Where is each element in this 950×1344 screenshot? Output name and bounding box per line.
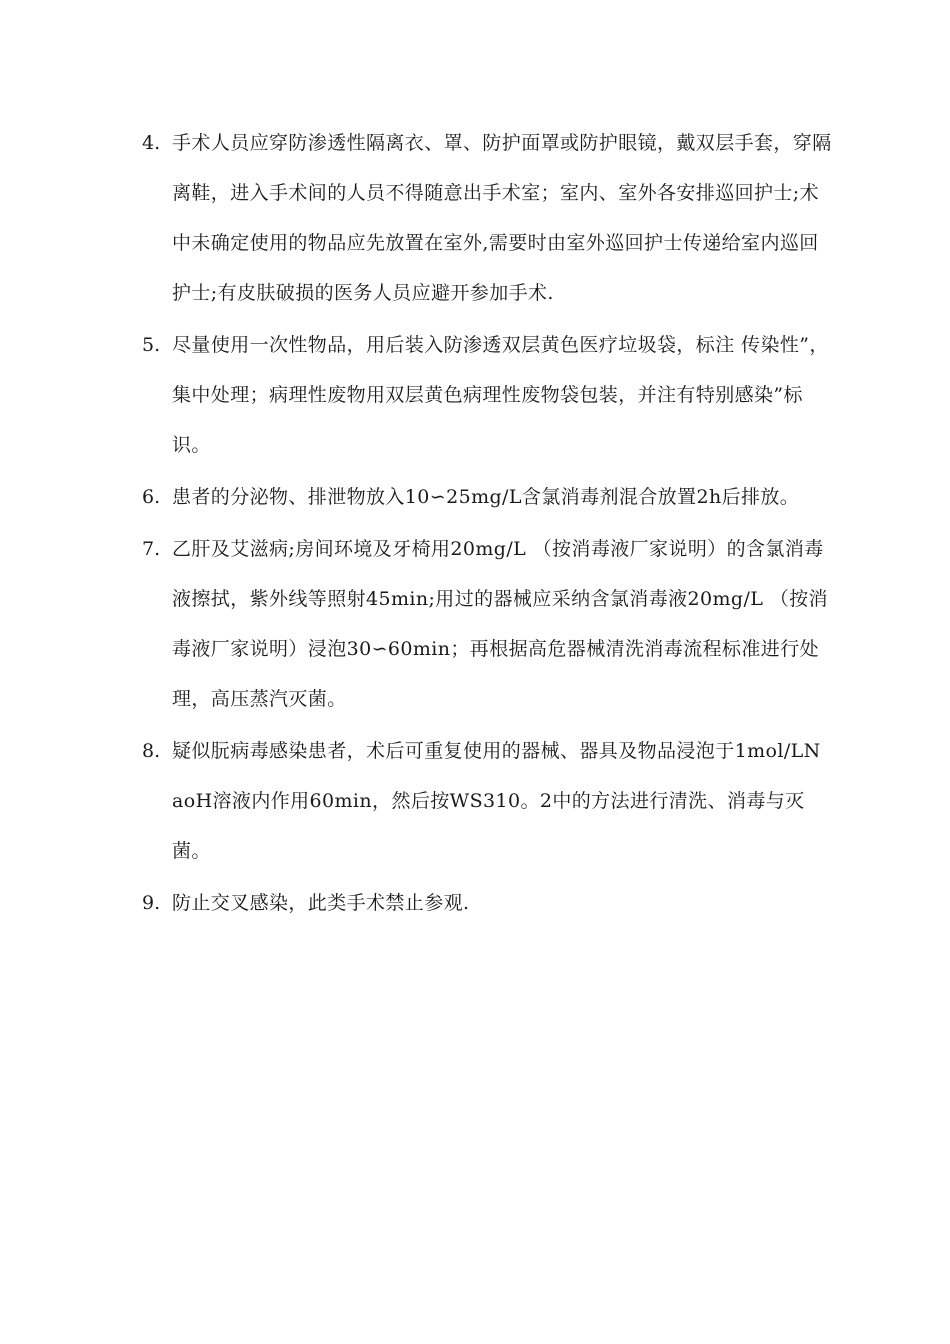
item-number: 8. [142,740,161,762]
list-item [142,524,832,724]
procedure-list [142,118,832,930]
item-text: 手术人员应穿防渗透性隔离衣、罩、防护面罩或防护眼镜，戴双层手套，穿隔离鞋，进入手术间的人员不得随意出手术室；室内、室外各安排巡回护士;术中未确定使用的物品应先放置在室外,需要时由室外巡回护士传递给室内巡回护士;有皮肤破损的医务人员应避开参加手术. [172,132,832,304]
item-number: 4. [142,132,161,154]
list-item [142,878,832,928]
item-text: 患者的分泌物、排泄物放入10∽25mg/L含氯消毒剂混合放置2h后排放。 [172,486,800,508]
item-number: 5. [142,334,161,356]
list-item [142,118,832,318]
item-number: 9. [142,892,161,914]
item-text: 疑似朊病毒感染患者，术后可重复使用的器械、器具及物品浸泡于1mol/LNaoH溶液内作用60min，然后按WS310。2中的方法进行清洗、消毒与灭菌。 [172,740,821,862]
list-item [142,320,832,470]
item-text: 防止交叉感染，此类手术禁止参观. [172,892,470,914]
item-number: 6. [142,486,161,508]
item-text: 尽量使用一次性物品，用后装入防渗透双层黄色医疗垃圾袋，标注 传染性”，集中处理；病理性废物用双层黄色病理性废物袋包装，并注有特别感染”标识。 [172,334,829,456]
list-item [142,472,832,522]
item-text: 乙肝及艾滋病;房间环境及牙椅用20mg/L （按消毒液厂家说明）的含氯消毒液擦拭，紫外线等照射45min;用过的器械应采纳含氯消毒液20mg/L （按消毒液厂家说明）浸泡30∽60min；再根据高危器械清洗消毒流程标准进行处理，高压蒸汽灭菌。 [172,538,828,710]
list-item [142,726,832,876]
item-number: 7. [142,538,161,560]
